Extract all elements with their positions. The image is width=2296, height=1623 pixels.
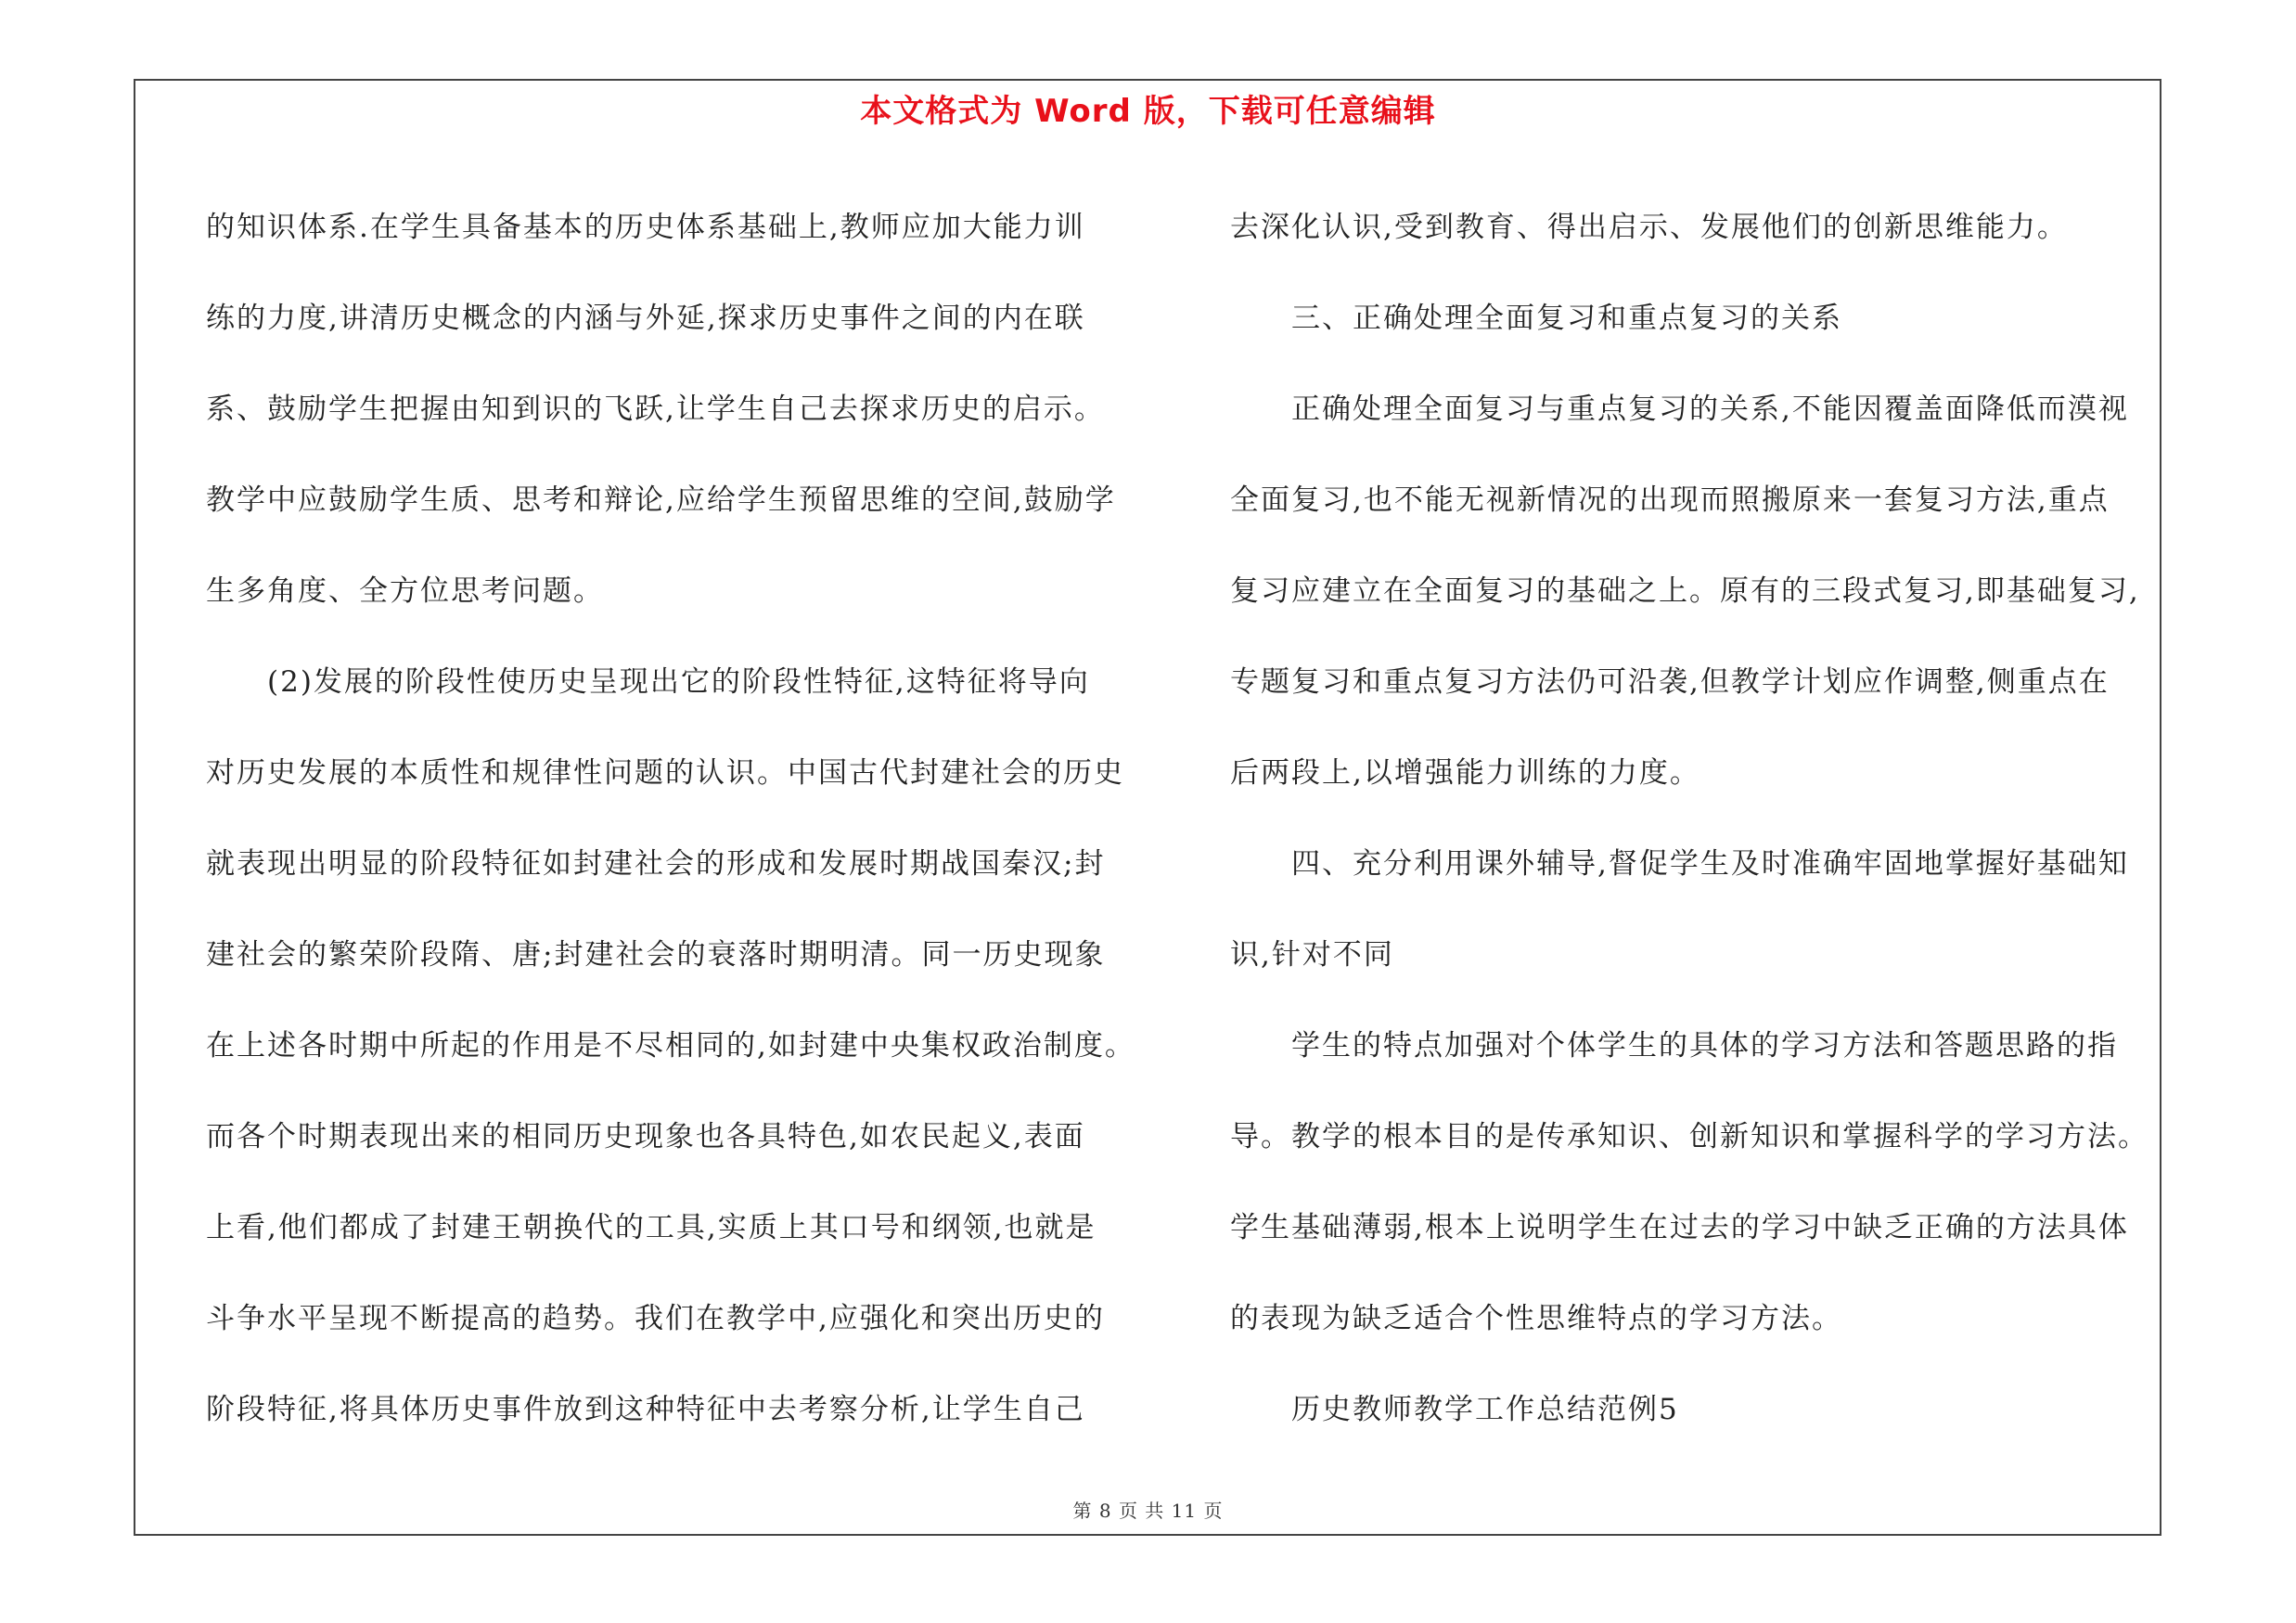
paragraph-line: 全面复习,也不能无视新情况的出现而照搬原来一套复习方法,重点 [1230,483,2110,517]
paragraph-line: 建社会的繁荣阶段隋、唐;封建社会的衰落时期明清。同一历史现象 [206,938,1106,972]
paragraph-line: 斗争水平呈现不断提高的趋势。我们在教学中,应强化和突出历史的 [206,1302,1105,1335]
left-column [206,182,1134,1455]
paragraph-line: 识,针对不同 [1230,938,1394,972]
word-format-banner: 本文格式为 Word 版，下载可任意编辑 [860,93,1436,130]
paragraph-line: 正确处理全面复习与重点复习的关系,不能因覆盖面降低而漠视 [1230,393,2129,426]
paragraph-line: 而各个时期表现出来的相同历史现象也各具特色,如农民起义,表面 [206,1120,1085,1153]
paragraph-line: 教学中应鼓励学生质、思考和辩论,应给学生预留思维的空间,鼓励学 [206,483,1116,517]
paragraph-line: 在上述各时期中所起的作用是不尽相同的,如封建中央集权政治制度。 [206,1029,1135,1063]
paragraph-line: 专题复习和重点复习方法仍可沿袭,但教学计划应作调整,侧重点在 [1230,665,2110,699]
paragraph-line: 对历史发展的本质性和规律性问题的认识。中国古代封建社会的历史 [206,756,1124,790]
paragraph-line: 上看,他们都成了封建王朝换代的工具,实质上其口号和纲领,也就是 [206,1211,1097,1244]
paragraph-line: 学生基础薄弱,根本上说明学生在过去的学习中缺乏正确的方法具体 [1230,1211,2129,1244]
paragraph-line: 去深化认识,受到教育、得出启示、发展他们的创新思维能力。 [1230,211,2068,244]
paragraph-line: 系、鼓励学生把握由知到识的飞跃,让学生自己去探求历史的启示。 [206,393,1105,426]
paragraph-line: 后两段上,以增强能力训练的力度。 [1230,756,1700,790]
page-number-footer: 第 8 页 共 11 页 [1072,1500,1224,1522]
paragraph-line: 导。教学的根本目的是传承知识、创新知识和掌握科学的学习方法。 [1230,1120,2148,1153]
section-heading: 四、充分利用课外辅导,督促学生及时准确牢固地掌握好基础知 [1230,847,2129,881]
right-column [1230,182,2158,1455]
paragraph-line: 学生的特点加强对个体学生的具体的学习方法和答题思路的指 [1230,1029,2118,1063]
section-title: 历史教师教学工作总结范例5 [1230,1393,1679,1426]
paragraph-line: (2)发展的阶段性使历史呈现出它的阶段性特征,这特征将导向 [206,665,1090,699]
paragraph-line: 的表现为缺乏适合个性思维特点的学习方法。 [1230,1302,1842,1335]
paragraph-line: 就表现出明显的阶段特征如封建社会的形成和发展时期战国秦汉;封 [206,847,1106,881]
paragraph-line: 练的力度,讲清历史概念的内涵与外延,探求历史事件之间的内在联 [206,302,1085,335]
paragraph-line: 复习应建立在全面复习的基础之上。原有的三段式复习,即基础复习, [1230,574,2140,608]
paragraph-line: 生多角度、全方位思考问题。 [206,574,604,608]
paragraph-line: 阶段特征,将具体历史事件放到这种特征中去考察分析,让学生自己 [206,1393,1085,1426]
paragraph-line: 的知识体系.在学生具备基本的历史体系基础上,教师应加大能力训 [206,211,1085,244]
section-heading: 三、正确处理全面复习和重点复习的关系 [1230,302,1842,335]
